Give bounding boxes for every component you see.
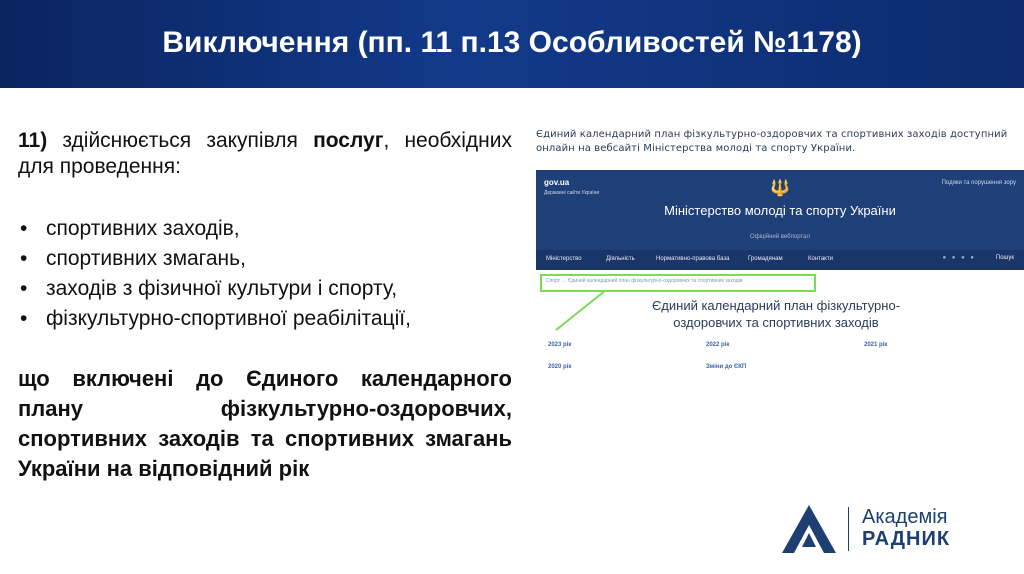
nav-item: Нормативно-правова база	[656, 256, 730, 262]
nav-item: Громадянам	[748, 256, 783, 262]
breadcrumb: Спорт → Єдиний календарний план фізкультурно-оздоровчих та спортивних заходів	[546, 278, 743, 284]
logo-text-line2: РАДНИК	[862, 528, 951, 550]
trident-icon: 🔱	[770, 180, 790, 197]
arrow-line	[536, 170, 1024, 400]
year-link: 2020 рік	[548, 364, 572, 370]
gov-subtitle: Державні сайти України	[544, 190, 600, 196]
text-column	[18, 128, 512, 484]
nav-item: Міністерство	[546, 256, 582, 262]
site-title: Міністерство молоді та спорту України	[664, 203, 896, 218]
intro-text-a: здійснюється закупівля	[47, 129, 314, 152]
slide-title: Виключення (пп. 11 п.13 Особливостей №1178)	[162, 26, 862, 59]
title-bar	[0, 0, 1024, 88]
site-subtitle: Офіційний вебпортал	[750, 234, 810, 240]
nav-item: Діяльність	[606, 256, 635, 262]
accessibility-link: Подяки та порушення зору	[941, 180, 1016, 186]
search-link: Пошук	[995, 255, 1014, 261]
year-link: 2022 рік	[706, 342, 730, 348]
social-icons: ● ● ● ●	[942, 255, 976, 261]
intro-text-b: , необхідних для проведення:	[18, 129, 512, 178]
logo-text-line1: Академія	[862, 506, 948, 528]
year-link: 2021 рік	[864, 342, 888, 348]
gov-logo: gov.ua	[544, 178, 570, 187]
logo-separator	[848, 507, 849, 551]
screenshot-caption: Єдиний календарний план фізкультурно-оздоровчих та спортивних заходів доступний онлайн на вебсайті Міністерства молоді та спорту України.	[536, 129, 1008, 154]
website-screenshot	[536, 170, 1024, 400]
list-item: • спортивних змагань,	[18, 246, 512, 276]
intro-paragraph	[18, 128, 512, 180]
intro-bold: послуг	[313, 129, 384, 152]
plan-title: Єдиний календарний план фізкультурно-оздоровчих та спортивних заходів	[651, 298, 901, 330]
bullet-list	[18, 216, 512, 336]
logo-icon	[780, 503, 838, 555]
conclusion-paragraph: що включені до Єдиного календарного плану фізкультурно-оздоровчих, спортивних заходів та спортивних змагань України на відповідний рік	[18, 366, 512, 481]
list-item: • спортивних заходів,	[18, 216, 512, 246]
intro-number: 11)	[18, 129, 48, 152]
nav-item: Контакти	[808, 256, 833, 262]
list-item: • заходів з фізичної культури і спорту,	[18, 276, 512, 306]
year-link: Зміни до ЄКП	[706, 364, 747, 370]
year-link: 2023 рік	[548, 342, 572, 348]
list-item: • фізкультурно-спортивної реабілітації,	[18, 306, 512, 336]
